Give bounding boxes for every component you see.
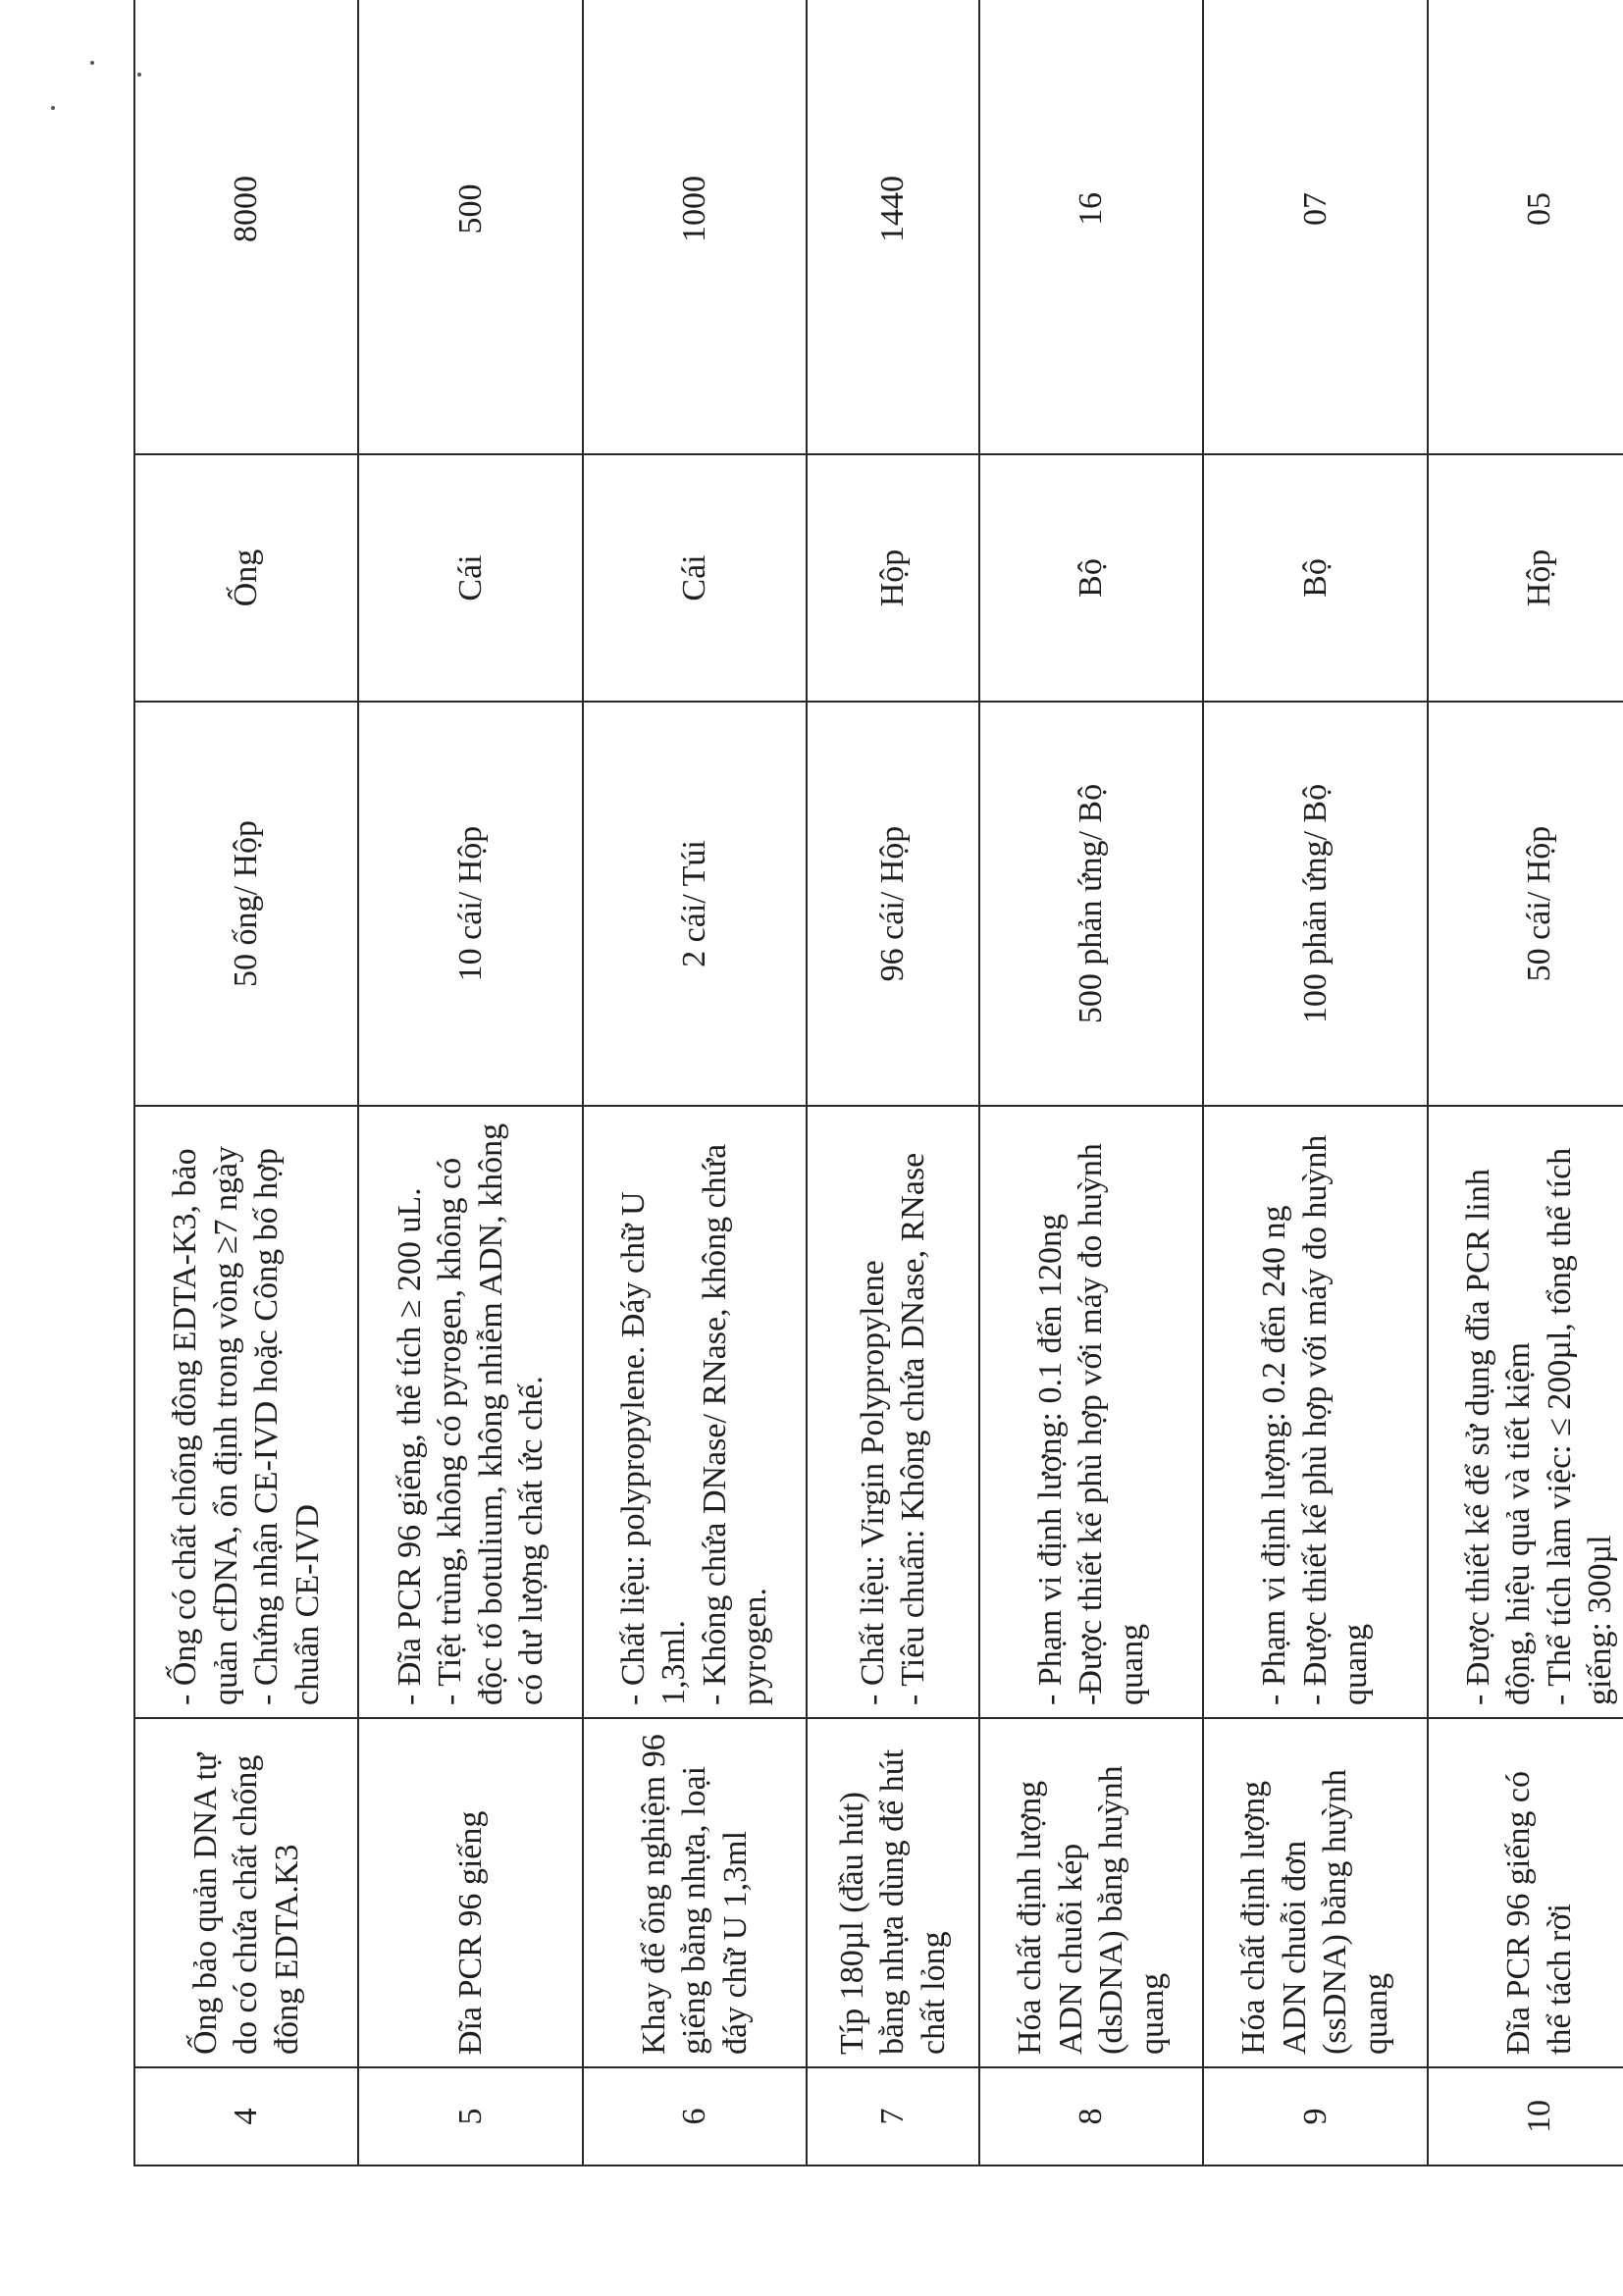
unit: Ống	[134, 454, 358, 702]
unit: Hộp	[1428, 454, 1623, 702]
packaging: 100 phản ứng/ Bộ	[1203, 702, 1427, 1106]
spec-line: - Đĩa PCR 96 giếng, thể tích ≥ 200 uL.	[391, 1187, 428, 1705]
supply-table	[133, 0, 1623, 2166]
item-name: Đĩa PCR 96 giếng	[358, 1718, 582, 2067]
item-specification	[358, 1106, 582, 1718]
spec-line: - Thể tích làm việc: ≤ 200µl, tổng thể tích giếng: 300µl	[1541, 1147, 1619, 1705]
table-row	[1428, 0, 1623, 2166]
packaging: 500 phản ứng/ Bộ	[979, 702, 1203, 1106]
spec-line: - Tiêu chuẩn: Không chứa DNase, RNase	[894, 1152, 931, 1705]
row-number: 8	[979, 2067, 1203, 2166]
item-specification	[1203, 1106, 1427, 1718]
table-row	[807, 0, 979, 2166]
quantity: 1000	[583, 0, 807, 454]
unit: Cái	[583, 454, 807, 702]
spec-line: - Chất liệu: polypropylene. Đáy chữ U 1,3ml.	[615, 1191, 693, 1705]
packaging: 50 ống/ Hộp	[134, 702, 358, 1106]
row-number: 7	[807, 2067, 979, 2166]
scan-speck	[90, 61, 94, 65]
quantity: 05	[1428, 0, 1623, 454]
spec-line: - Tiệt trùng, không có pyrogen, không có độc tố botulium, không nhiễm ADN, không có dư lượng chất ức chế.	[432, 1122, 550, 1705]
item-specification	[979, 1106, 1203, 1718]
row-number: 6	[583, 2067, 807, 2166]
table-row	[358, 0, 582, 2166]
quantity: 8000	[134, 0, 358, 454]
spec-line: - Phạm vi định lượng: 0.2 đến 240 ng	[1256, 1205, 1293, 1705]
table-row	[583, 0, 807, 2166]
item-specification	[807, 1106, 979, 1718]
spec-line: - Ống có chất chống đông EDTA-K3, bảo quản cfDNA, ổn định trong vòng ≥7 ngày	[167, 1145, 244, 1705]
packaging: 50 cái/ Hộp	[1428, 702, 1623, 1106]
spec-line: - Không chứa DNase/ RNase, không chứa pyrogen.	[696, 1143, 774, 1705]
item-specification	[583, 1106, 807, 1718]
unit: Bộ	[979, 454, 1203, 702]
unit: Cái	[358, 454, 582, 702]
item-name: Hóa chất định lượng ADN chuỗi kép (dsDNA) bằng huỳnh quang	[979, 1718, 1203, 2067]
row-number: 5	[358, 2067, 582, 2166]
quantity: 1440	[807, 0, 979, 454]
packaging: 10 cái/ Hộp	[358, 702, 582, 1106]
item-specification	[134, 1106, 358, 1718]
packaging: 2 cái/ Túi	[583, 702, 807, 1106]
table-row	[134, 0, 358, 2166]
packaging: 96 cái/ Hộp	[807, 702, 979, 1106]
spec-line: - Được thiết kế phù hợp với máy đo huỳnh quang	[1296, 1134, 1375, 1705]
spec-line: - Chứng nhận CE-IVD hoặc Công bố hợp chuẩn CE-IVD	[248, 1147, 326, 1705]
unit: Bộ	[1203, 454, 1427, 702]
quantity: 16	[979, 0, 1203, 454]
quantity: 500	[358, 0, 582, 454]
item-name: Típ 180µl (đầu hút) bằng nhựa dùng để hút chất lỏng	[807, 1718, 979, 2067]
spec-line: - Phạm vi định lượng: 0.1 đến 120ng	[1031, 1213, 1069, 1705]
spec-line: - Chất liệu: Virgin Polypropylene	[854, 1260, 891, 1705]
unit: Hộp	[807, 454, 979, 702]
item-name: Hóa chất định lượng ADN chuỗi đơn (ssDNA) bằng huỳnh quang	[1203, 1718, 1427, 2067]
row-number: 4	[134, 2067, 358, 2166]
item-name: Đĩa PCR 96 giếng có thể tách rời	[1428, 1718, 1623, 2067]
rotated-page	[133, 0, 1623, 2166]
item-name: Khay để ống nghiệm 96 giếng bằng nhựa, loại đáy chữ U 1,3ml	[583, 1718, 807, 2067]
scan-speck	[51, 106, 55, 110]
quantity: 07	[1203, 0, 1427, 454]
item-name: Ống bảo quản DNA tự do có chứa chất chống đông EDTA.K3	[134, 1718, 358, 2067]
table-body	[134, 0, 1623, 2166]
row-number: 9	[1203, 2067, 1427, 2166]
item-specification	[1428, 1106, 1623, 1718]
row-number: 10	[1428, 2067, 1623, 2166]
spec-line: - Được thiết kế để sử dụng đĩa PCR linh động, hiệu quả và tiết kiệm	[1459, 1169, 1538, 1705]
table-row	[1203, 0, 1427, 2166]
spec-line: -Được thiết kế phù hợp với máy đo huỳnh quang	[1073, 1143, 1150, 1705]
table-row	[979, 0, 1203, 2166]
